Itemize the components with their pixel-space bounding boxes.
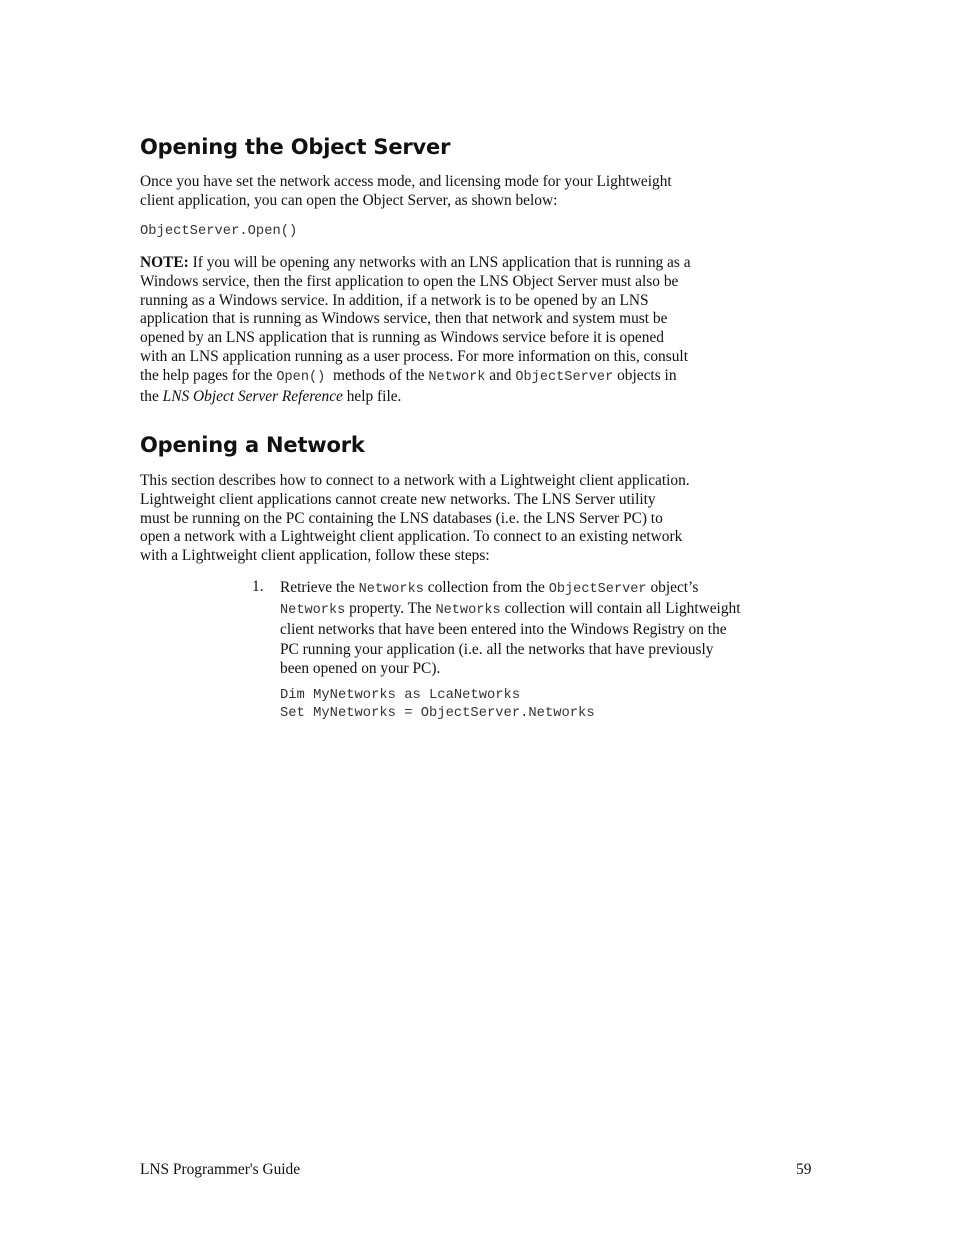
paragraph-line: with a Lightweight client application, follow these steps: — [140, 547, 490, 565]
code-line: Dim MyNetworks as LcaNetworks — [280, 688, 521, 703]
intro-line: client application, you can open the Object Server, as shown below: — [140, 191, 558, 209]
note-text: running as a Windows service. In addition, if a network is to be opened by an LNS — [140, 291, 649, 309]
step-text-part: property. The — [345, 600, 436, 618]
paragraph-line: open a network with a Lightweight client application. To connect to an existing network — [140, 528, 683, 546]
code-line: Set MyNetworks = ObjectServer.Networks — [280, 705, 595, 721]
step-text-part: collection from the — [423, 579, 549, 596]
code-sample-open: ObjectServer.Open() — [140, 224, 298, 239]
paragraph-line: must be running on the PC containing the LNS databases (i.e. the LNS Server PC) to — [140, 509, 663, 527]
step-text — [280, 578, 820, 678]
inline-code-open: Open() — [276, 369, 326, 385]
section-heading-opening-object-server: Opening the Object Server — [140, 135, 451, 159]
note-label: NOTE: — [140, 254, 189, 271]
note-text: application that is running as Windows service, then that network and system must be — [140, 310, 668, 328]
step-text-part: been opened on your PC). — [280, 659, 441, 677]
note-text: and — [485, 366, 516, 384]
note-text: the — [140, 387, 163, 405]
step-text-part: client networks that have been entered into the Windows Registry on the — [280, 621, 727, 639]
network-paragraph — [140, 472, 800, 566]
step-number: 1. — [252, 578, 264, 595]
section-heading-opening-network: Opening a Network — [140, 433, 365, 457]
reference-title: LNS Object Server Reference — [162, 387, 343, 405]
note-text: methods of the — [325, 366, 429, 384]
intro-line: Once you have set the network access mode, and licensing mode for your Lightweight — [140, 173, 672, 190]
step-text-part: object’s — [646, 579, 699, 596]
inline-code-network: Network — [428, 369, 486, 385]
note-text: Windows service, then the first application to open the LNS Object Server must also be — [140, 272, 679, 290]
note-text: objects in — [613, 366, 677, 384]
note-text: with an LNS application running as a user process. For more information on this, consult — [140, 347, 688, 365]
inline-code-networks: Networks — [358, 582, 424, 597]
inline-code-networks: Networks — [280, 603, 346, 619]
step-text-part: Retrieve the — [280, 579, 359, 596]
note-text: opened by an LNS application that is running as Windows service before it is opened — [140, 329, 664, 347]
inline-code-objectserver: ObjectServer — [548, 582, 647, 597]
note-text: help file. — [342, 387, 402, 405]
inline-code-networks: Networks — [435, 603, 501, 619]
intro-paragraph — [140, 173, 800, 211]
step-text-part: PC running your application (i.e. all the networks that have previously — [280, 640, 714, 658]
note-text: If you will be opening any networks with an LNS application that is running as a — [188, 254, 691, 271]
note-text: the help pages for the — [140, 366, 277, 384]
footer-title: LNS Programmer's Guide — [140, 1161, 301, 1178]
code-sample-networks — [280, 687, 595, 722]
page-number: 59 — [796, 1161, 812, 1178]
note-paragraph — [140, 254, 800, 406]
paragraph-line: This section describes how to connect to a network with a Lightweight client application. — [140, 472, 690, 489]
paragraph-line: Lightweight client applications cannot create new networks. The LNS Server utility — [140, 490, 656, 508]
step-text-part: collection will contain all Lightweight — [500, 600, 741, 618]
inline-code-objectserver: ObjectServer — [515, 369, 614, 385]
